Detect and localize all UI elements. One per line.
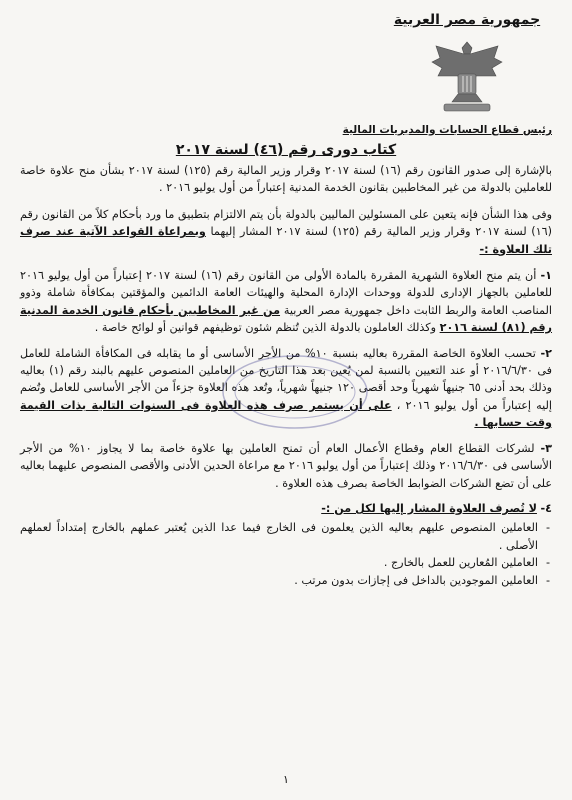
rule-number-4: ٤-	[540, 501, 552, 515]
list-item: - العاملين المُعارين للعمل بالخارج .	[20, 554, 552, 571]
rule-number-1: ١-	[540, 269, 553, 283]
document-title: كتاب دورى رقم (٤٦) لسنة ٢٠١٧	[175, 142, 397, 158]
sector-name: رئيس قطاع الحسابات والمديريات المالية	[342, 124, 552, 136]
list-item: - العاملين المنصوص عليهم بعاليه الذين يعلمون فى الخارج فيما عدا الذين يُعتبر عملهم بالخارج إمتداداً لعملهم الأصلى .	[20, 519, 552, 554]
page-number: ١	[283, 773, 289, 786]
rule-number-2: ٢-	[540, 346, 552, 360]
rule-3-text: لشركات القطاع العام وقطاع الأعمال العام أن تمنح العاملين بها علاوة خاصة بما لا يجاوز ١٠% من الأجر الأساسى فى ٢٠١٦/٦/٣٠ وذلك إعتباراً من أول يوليو ٢٠١٦ مع مراعاة الحدين الأدنى والأقصى المنصوص عليهما بعاليه على أن تضع الشركات الضوابط الخاصة بصرف هذه العلاوة .	[20, 441, 552, 490]
republic-name: جمهورية مصر العربية	[393, 12, 541, 28]
rule-item-2	[20, 345, 552, 432]
document-body	[20, 162, 552, 597]
eagle-emblem-icon	[428, 32, 506, 118]
rule-item-4	[20, 500, 552, 589]
rule-item-1	[20, 267, 552, 337]
rule-item-3	[20, 440, 552, 492]
intro-paragraph: بالإشارة إلى صدور القانون رقم (١٦) لسنة ٢٠١٧ وقرار وزير المالية رقم (١٢٥) لسنة ٢٠١٧ بشأن منح علاوة خاصة للعاملين بالدولة من غير المخاطبين بقانون الخدمة المدنية إعتباراً من أول يوليو ٢٠١٦ .	[20, 164, 552, 195]
letterhead	[342, 10, 552, 136]
instruction-paragraph	[20, 206, 552, 258]
rule-number-3: ٣-	[540, 441, 552, 455]
instruction-emphasis: وبمراعاة القواعد الآتية عند صرف تلك العلاوة :-	[20, 225, 552, 256]
rule-1-text-a: أن يتم منح العلاوة الشهرية المقررة بالمادة الأولى من القانون رقم (١٦) لسنة ٢٠١٧ إعتباراً من أول يوليو ٢٠١٦ للعاملين بالجهاز الإدارى للدولة ووحدات الإدارة المحلية والهيئات العامة الدائمين والمؤقتين بمكافأة شاملة وذوو المناصب العامة والربط الثابت داخل جمهورية مصر العربية	[20, 269, 552, 317]
rule-2-emphasis: على أن يستمر صرف هذه العلاوة فى السنوات التالية بذات القيمة وقت حسابها .	[20, 398, 552, 430]
list-item: - العاملين الموجودين بالداخل فى إجازات بدون مرتب .	[20, 572, 552, 589]
exclusion-list	[20, 519, 552, 589]
rule-2-text-a: تحسب العلاوة الخاصة المقررة بعاليه بنسبة ١٠% من الأجر الأساسى أو ما يقابله فى المكافأة الشاملة للعامل فى ٢٠١٦/٦/٣٠ أو عند التعيين بالنسبة لمن يُعين بعد هذا التاريخ من العاملين المنصوص عليهم بالبند رقم (١) بعاليه وذلك بحد أدنى ٦٥ جنيهاً شهرياً وحد أقصى ١٢٠ جنيهاً شهرياً، وتُعد هذه العلاوة جزءاً من الأجر الأساسى للعامل وتُضم إليه إعتباراً من أول يوليو ٢٠١٦ ،	[20, 346, 553, 412]
rule-4-heading: لا تُصرف العلاوة المشار إليها لكل من :-	[321, 501, 537, 515]
instruction-text: وفى هذا الشأن فإنه يتعين على المسئولين الماليين بالدولة بأن يتم الالتزام بتطبيق ما ورد بأحكام كلاً من القانون رقم (١٦) لسنة ٢٠١٧ وقرار وزير المالية رقم (١٢٥) لسنة ٢٠١٧ المشار إليهما	[20, 207, 553, 239]
rule-1-emphasis: من غير المخاطبين بأحكام قانون الخدمة المدنية رقم (٨١) لسنة ٢٠١٦	[20, 303, 552, 335]
rule-1-text-c: وكذلك العاملون بالدولة الذين تُنظم شئون توظيفهم قوانين أو لوائح خاصة .	[94, 321, 440, 335]
